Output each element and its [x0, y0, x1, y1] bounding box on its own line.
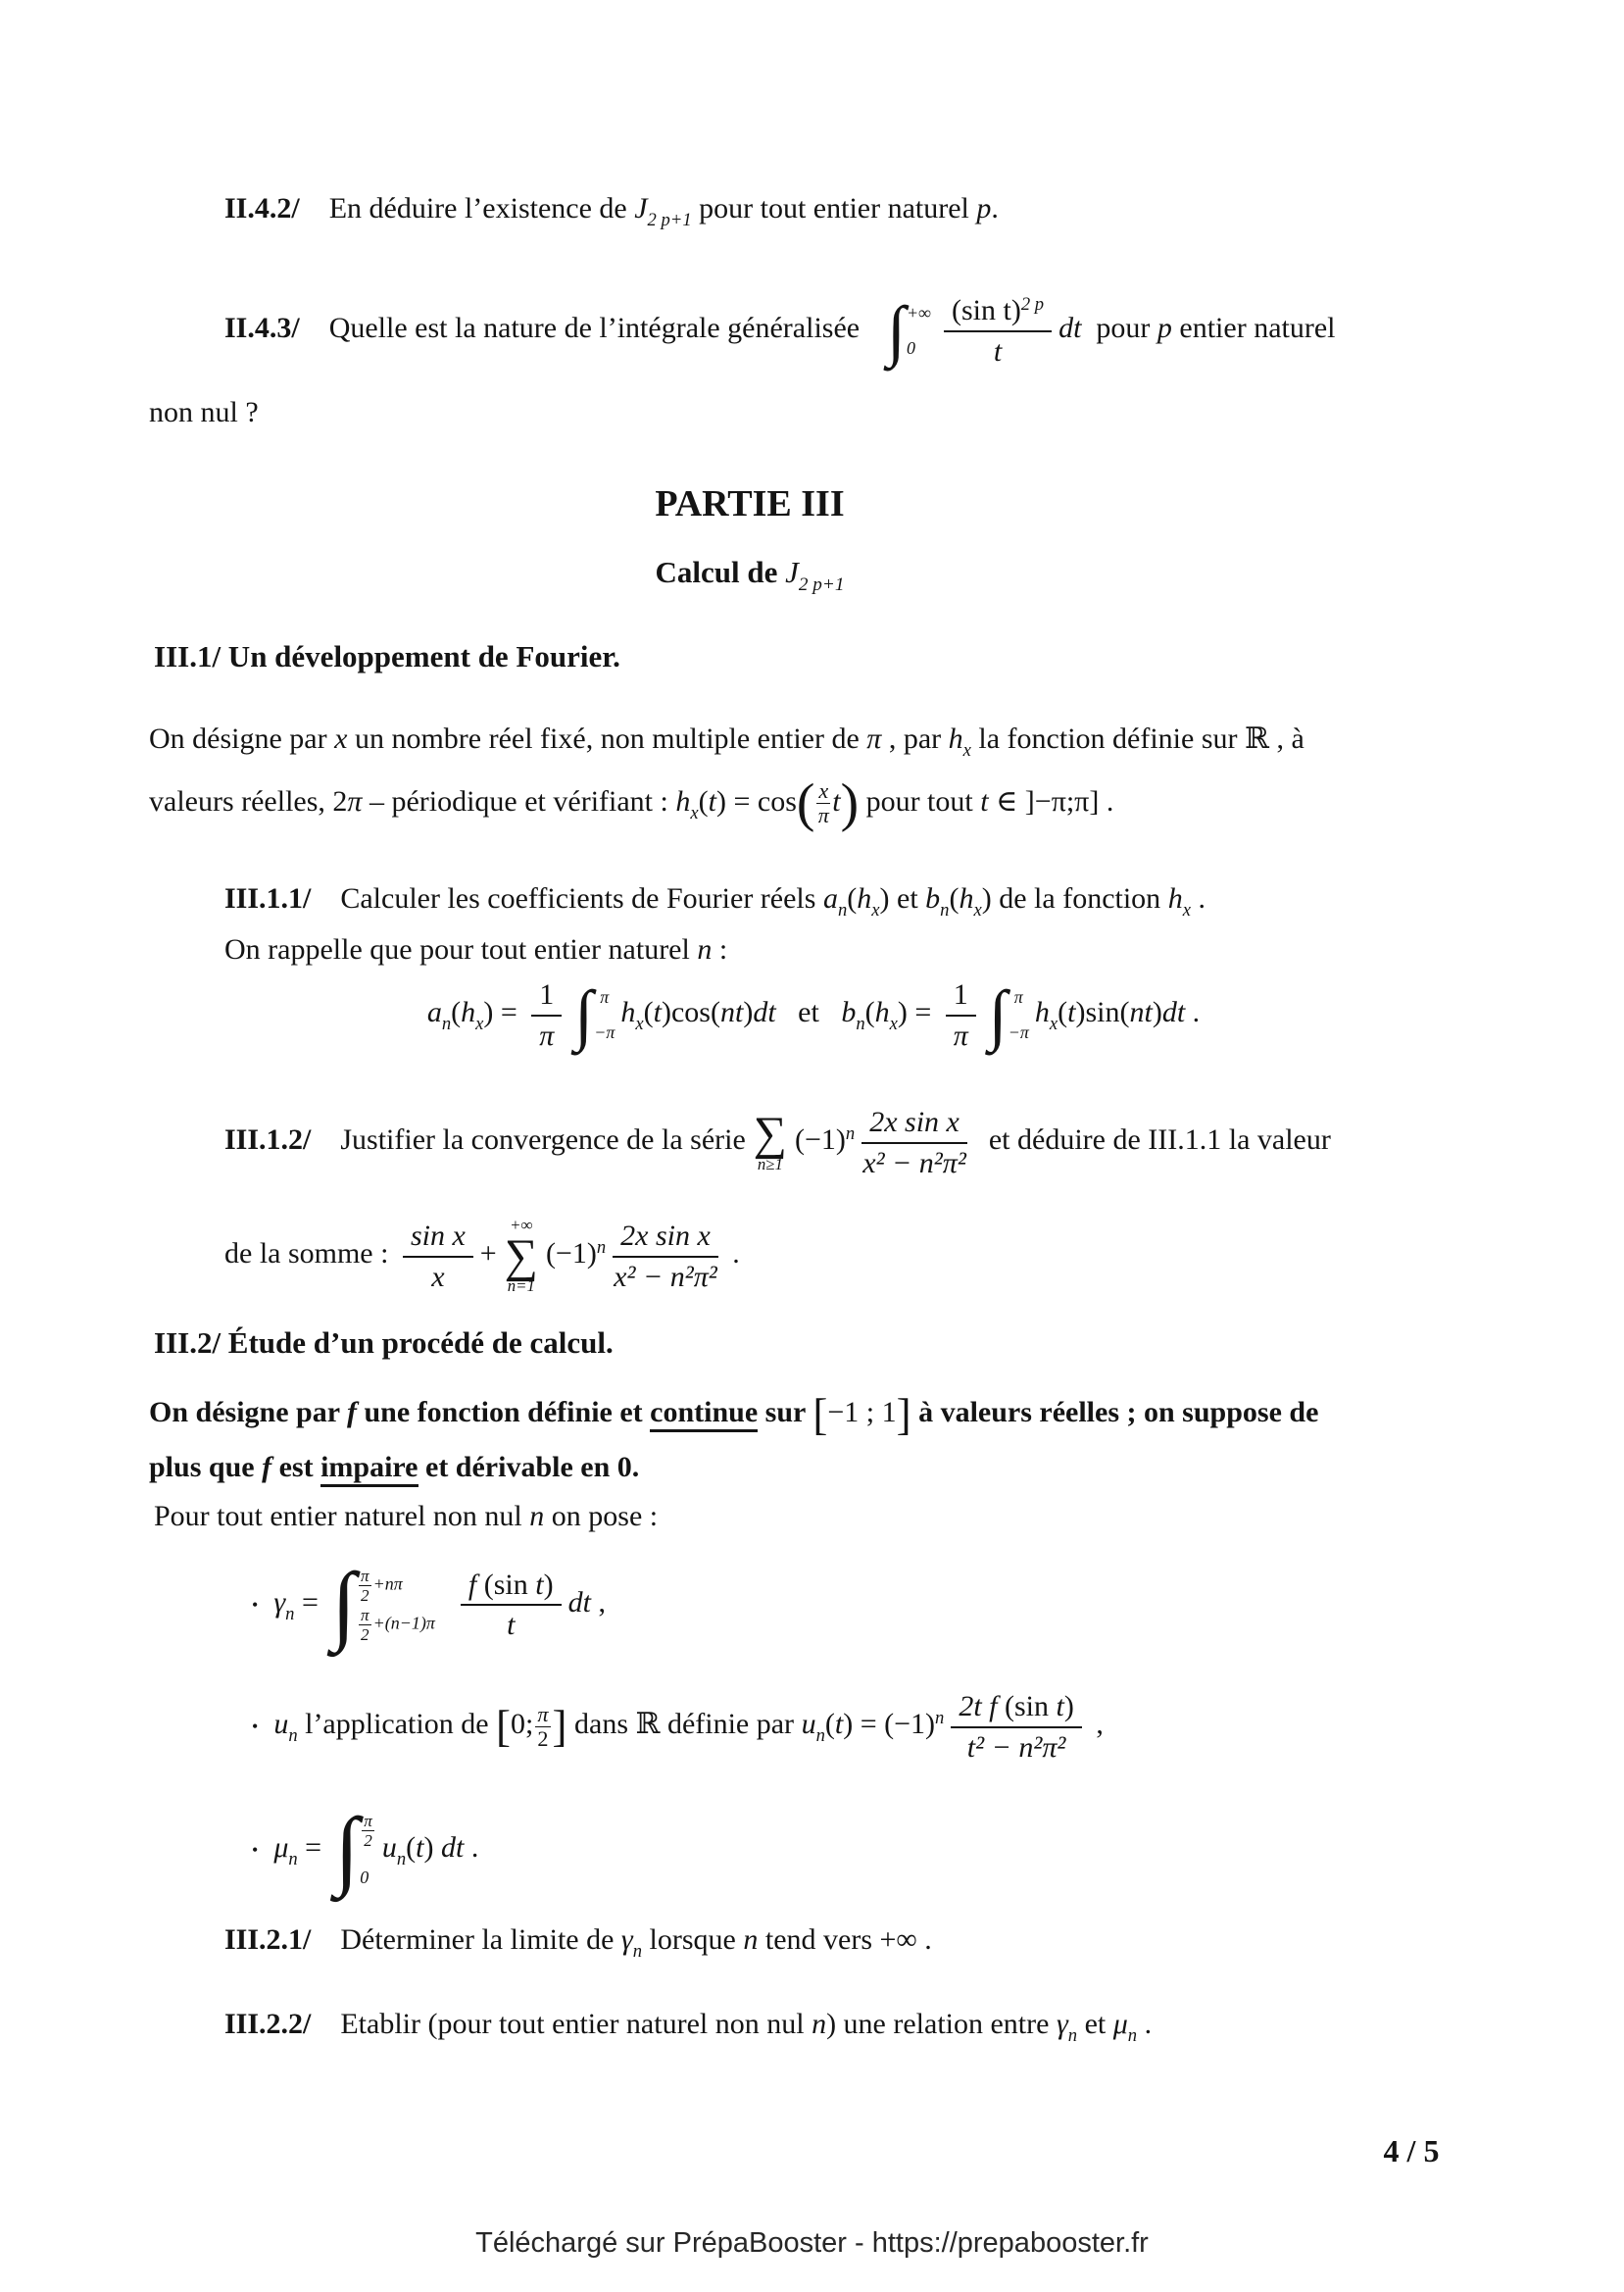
- fraction-denominator: t² − n²π²: [966, 1730, 1066, 1764]
- math-period: .: [464, 1831, 479, 1865]
- math-t-symbol: t: [1056, 1690, 1064, 1722]
- math-cos-text: )cos(: [661, 996, 720, 1029]
- limit-text: +(n−1)π: [372, 1613, 435, 1633]
- math-f-symbol: f: [468, 1568, 477, 1601]
- math-J-subscript: 2 p+1: [647, 209, 692, 230]
- body-text: On désigne par: [149, 722, 335, 755]
- sum-lower-limit: n≥1: [757, 1154, 783, 1173]
- separator-text: [819, 996, 842, 1028]
- page-number: [1353, 2133, 1470, 2169]
- math-n-symbol: n: [743, 1923, 759, 1956]
- fraction-text: (sin: [476, 1568, 536, 1601]
- question-text: .: [1190, 882, 1206, 915]
- section-III-1-heading: [154, 639, 620, 674]
- math-sum: [753, 1108, 788, 1173]
- math-b-symbol: b: [841, 996, 857, 1029]
- body-text: – périodique et vérifiant :: [362, 784, 676, 818]
- body-text: un nombre réel fixé, non multiple entier de: [347, 722, 867, 755]
- question-text: non nul ?: [149, 396, 259, 428]
- footer-credit-text: Téléchargé sur PrépaBooster - https://prepabooster.fr: [475, 2227, 1149, 2259]
- paragraph-III-1-line2: [149, 772, 1114, 833]
- sum-icon: ∑: [753, 1108, 788, 1161]
- question-label: III.1.1/: [224, 882, 312, 915]
- question-III-1-1-line2: [224, 933, 727, 967]
- math-h-subscript: x: [962, 739, 971, 761]
- question-label: III.2.2/: [224, 2008, 312, 2040]
- sum-icon: ∑: [504, 1229, 538, 1282]
- fraction-denominator: 2: [361, 1624, 369, 1644]
- math-dt: dt: [567, 1586, 591, 1619]
- question-text: de la somme :: [224, 1237, 396, 1271]
- section-heading-text: III.1/ Un développement de Fourier.: [154, 639, 620, 673]
- close-paren-icon: ): [840, 772, 860, 833]
- math-n-symbol: n: [529, 1500, 545, 1532]
- math-gamma-symbol: γ: [273, 1586, 286, 1619]
- body-text: une fonction définie et: [357, 1396, 651, 1428]
- math-comma: ,: [1088, 1708, 1104, 1741]
- math-small-fraction: [816, 780, 830, 826]
- fraction-denominator: t: [507, 1609, 516, 1642]
- math-h-subscript: x: [475, 1014, 484, 1035]
- question-label: II.4.3/: [224, 312, 300, 345]
- fraction-numerator: [461, 1569, 562, 1607]
- fraction-denominator: 2: [364, 1831, 372, 1851]
- math-2tf-symbol: 2t f: [959, 1690, 998, 1722]
- question-label: III.1.2/: [224, 1123, 312, 1157]
- bullet-icon: •: [252, 1594, 259, 1615]
- question-text: pour tout entier naturel: [691, 192, 977, 224]
- math-sin-text: )sin(: [1075, 996, 1130, 1029]
- fraction-text: ): [1063, 1690, 1074, 1722]
- math-paren: ): [483, 996, 494, 1029]
- fraction-text: ): [543, 1568, 554, 1601]
- question-text: .: [991, 192, 999, 224]
- underlined-word: continue: [650, 1396, 758, 1432]
- separator-text: [974, 1123, 989, 1156]
- math-mu-symbol: μ: [273, 1831, 289, 1865]
- math-dt: dt: [753, 996, 776, 1029]
- question-text: de la fonction: [991, 882, 1168, 915]
- question-text: pour: [1096, 312, 1157, 345]
- math-h-subscript: x: [889, 1014, 898, 1035]
- subtitle-text: Calcul de: [655, 555, 786, 589]
- math-sum: [505, 1218, 538, 1295]
- math-comma: ,: [590, 1586, 606, 1619]
- math-nt-symbol: nt: [1129, 996, 1153, 1029]
- math-u-subscript: n: [396, 1849, 407, 1870]
- body-text: dans: [566, 1708, 636, 1741]
- question-text: et: [1077, 2008, 1113, 2040]
- definition-gamma-n: [252, 1556, 606, 1653]
- body-text: est: [271, 1451, 321, 1483]
- math-paren: ): [1152, 996, 1162, 1029]
- fraction-numerator: π: [364, 1812, 372, 1830]
- question-text: et déduire de III.1.1 la valeur: [988, 1123, 1331, 1157]
- fraction-numerator: [951, 1690, 1082, 1728]
- fraction-numerator: [944, 294, 1052, 332]
- integral-lower-limit: 0: [360, 1867, 369, 1887]
- math-integral: [331, 1556, 435, 1653]
- math-small-fraction: [535, 1701, 550, 1752]
- math-period: .: [724, 1237, 740, 1271]
- math-mu-symbol: μ: [1112, 2008, 1128, 2040]
- math-fraction: [946, 978, 976, 1052]
- math-u-symbol: u: [381, 1831, 397, 1865]
- body-text: ∈ ]−π;π] .: [988, 784, 1114, 818]
- question-text: ) une relation entre: [826, 2008, 1057, 2040]
- fraction-denominator: π: [539, 1019, 555, 1052]
- footer-credit: [0, 2227, 1624, 2260]
- math-f-symbol: f: [262, 1451, 272, 1483]
- section-III-2-heading: [154, 1325, 614, 1361]
- math-h-subscript: x: [871, 899, 880, 921]
- math-n-symbol: n: [812, 2008, 827, 2040]
- sum-upper-limit: +∞: [510, 1216, 533, 1234]
- paragraph-III-2-line2: [149, 1451, 639, 1484]
- open-paren-icon: (: [796, 772, 815, 833]
- math-equals: =: [493, 996, 525, 1029]
- math-R-symbol: ℝ: [635, 1708, 661, 1741]
- fraction-denominator: t: [993, 334, 1003, 368]
- underlined-word: impaire: [320, 1451, 418, 1487]
- math-pow-base: ) = (−1): [843, 1708, 936, 1741]
- math-gamma-symbol: γ: [1056, 2008, 1068, 2040]
- fraction-text: (sin: [997, 1690, 1057, 1722]
- math-small-fraction: [359, 1568, 371, 1604]
- question-text: entier naturel: [1171, 312, 1336, 345]
- question-label: III.2.1/: [224, 1923, 312, 1956]
- close-bracket-icon: ]: [552, 1702, 567, 1752]
- math-paren: ): [423, 1831, 434, 1865]
- close-bracket-icon: ]: [896, 1390, 911, 1440]
- math-interval-start: 0;: [511, 1708, 534, 1741]
- math-t-symbol: t: [708, 784, 716, 818]
- section-heading-text: III.2/ Étude d’un procédé de calcul.: [154, 1325, 614, 1360]
- math-t-symbol: t: [416, 1831, 424, 1865]
- math-nt-symbol: nt: [719, 996, 744, 1029]
- question-text: Déterminer la limite de: [340, 1923, 621, 1956]
- math-b-subscript: n: [856, 1014, 865, 1035]
- integral-lower-limit: 0: [907, 338, 915, 359]
- math-paren: (: [847, 882, 858, 915]
- math-paren: ): [879, 882, 890, 915]
- part-subtitle: [147, 555, 1353, 596]
- math-a-symbol: a: [822, 882, 838, 915]
- math-h-symbol: h: [461, 996, 476, 1029]
- fraction-numerator: 1: [946, 978, 976, 1017]
- question-text: On rappelle que pour tout entier naturel: [224, 933, 698, 966]
- math-equals: =: [297, 1831, 329, 1865]
- math-h-symbol: h: [948, 722, 963, 755]
- body-text: Pour tout entier naturel non nul: [154, 1500, 530, 1532]
- math-a-subscript: n: [837, 899, 848, 921]
- math-fraction: [861, 1106, 967, 1179]
- math-fraction: [403, 1220, 473, 1293]
- math-u-symbol: u: [273, 1708, 289, 1741]
- question-II-4-2: [224, 192, 999, 231]
- page-number-text: 4 / 5: [1383, 2133, 1440, 2168]
- math-period: .: [1185, 996, 1201, 1029]
- fraction-numerator: 2x sin x: [861, 1106, 967, 1144]
- question-III-1-2-line2: [224, 1218, 740, 1295]
- math-R-symbol: ℝ: [1245, 722, 1269, 755]
- question-text: [1081, 312, 1096, 344]
- question-III-2-1: [224, 1923, 932, 1963]
- math-integral: [887, 292, 931, 368]
- bullet-icon: •: [252, 1717, 259, 1737]
- math-paren: (: [824, 1708, 835, 1741]
- math-paren: ): [897, 996, 908, 1029]
- math-h-symbol: h: [857, 882, 872, 915]
- math-pow-exponent: n: [845, 1123, 856, 1145]
- math-fraction: [531, 978, 562, 1052]
- body-text: , par: [881, 722, 949, 755]
- math-h-symbol: h: [1167, 882, 1183, 915]
- part-title: [147, 482, 1353, 525]
- body-text: plus que: [149, 1451, 263, 1483]
- integral-limits: [1009, 984, 1029, 1046]
- math-t-symbol: t: [535, 1568, 544, 1601]
- body-text: la fonction définie sur: [970, 722, 1245, 755]
- math-dt: dt: [433, 1831, 465, 1865]
- fraction-denominator: x² − n²π²: [862, 1146, 966, 1179]
- math-f-symbol: f: [347, 1396, 357, 1428]
- fraction-denominator: 2: [361, 1586, 369, 1606]
- math-J-symbol: J: [634, 192, 648, 224]
- math-pi-symbol: π: [347, 784, 363, 818]
- body-text: On désigne par: [149, 1396, 347, 1428]
- question-text: Quelle est la nature de l’intégrale généralisée: [328, 312, 861, 345]
- math-a-subscript: n: [441, 1014, 452, 1035]
- math-paren: ): [981, 882, 992, 915]
- fraction-denominator: 2: [537, 1726, 549, 1752]
- fraction-numerator: 1: [531, 978, 562, 1017]
- integral-upper-limit: [360, 1813, 376, 1849]
- integral-icon: ∫: [574, 976, 594, 1052]
- math-interval: −1 ; 1: [827, 1396, 897, 1428]
- math-integral: [988, 976, 1029, 1052]
- math-h-symbol: h: [620, 996, 636, 1029]
- question-text: Etablir (pour tout entier naturel non nul: [340, 2008, 812, 2040]
- math-plus: +: [479, 1237, 497, 1271]
- body-text: pour tout: [859, 784, 981, 818]
- integral-icon: ∫: [331, 1556, 357, 1653]
- math-h-symbol: h: [1034, 996, 1050, 1029]
- open-bracket-icon: [: [812, 1390, 828, 1440]
- fraction-numerator: π: [361, 1567, 369, 1585]
- fraction-numerator: π: [537, 1701, 549, 1726]
- math-equals: =: [294, 1586, 326, 1619]
- math-t-symbol: t: [1067, 996, 1076, 1029]
- math-pow-exponent: n: [935, 1708, 945, 1729]
- math-small-fraction: [359, 1607, 371, 1643]
- separator-text: [776, 996, 799, 1028]
- math-pow-base: (−1): [545, 1237, 597, 1271]
- body-text: sur: [758, 1396, 813, 1428]
- integral-upper-limit: π: [1013, 986, 1023, 1007]
- question-text: En déduire l’existence de: [328, 192, 635, 224]
- body-text: définie par: [660, 1708, 802, 1741]
- math-paren: ): [715, 784, 726, 818]
- question-text: :: [712, 933, 728, 966]
- integral-lower-limit: −π: [594, 1022, 615, 1043]
- math-a-symbol: a: [426, 996, 442, 1029]
- math-pi-symbol: π: [866, 722, 882, 755]
- math-paren: (: [451, 996, 462, 1029]
- body-text: , à: [1268, 722, 1304, 755]
- paragraph-III-2-line1: [149, 1390, 1319, 1440]
- question-text: Calculer les coefficients de Fourier réels: [340, 882, 823, 915]
- math-fraction: [951, 1690, 1082, 1764]
- math-h-subscript: x: [973, 899, 982, 921]
- math-u-subscript: n: [815, 1725, 825, 1747]
- question-III-1-2: [224, 1106, 1331, 1179]
- question-text: et: [889, 882, 926, 915]
- math-h-subscript: x: [690, 802, 699, 823]
- math-b-subscript: n: [940, 899, 950, 921]
- open-bracket-icon: [: [496, 1702, 512, 1752]
- math-J-subscript: 2 p+1: [798, 574, 845, 596]
- math-equals-cos: = cos: [725, 784, 797, 818]
- question-label: II.4.2/: [224, 192, 300, 224]
- integral-limits: [360, 1810, 376, 1891]
- math-u-symbol: u: [801, 1708, 816, 1741]
- math-h-subscript: x: [635, 1014, 644, 1035]
- limit-text: +nπ: [372, 1573, 403, 1594]
- body-text: on pose :: [544, 1500, 659, 1532]
- question-text: .: [1137, 2008, 1153, 2040]
- fraction-denominator: x: [431, 1260, 445, 1293]
- math-pow-base: (−1): [795, 1123, 846, 1157]
- math-t-symbol: t: [832, 784, 841, 818]
- integral-lower-limit: −π: [1008, 1022, 1029, 1043]
- question-III-1-1: [224, 882, 1206, 922]
- question-text: lorsque: [642, 1923, 744, 1956]
- math-paren: (: [1058, 996, 1068, 1029]
- et-text: et: [798, 996, 819, 1029]
- math-p-symbol: p: [1156, 312, 1172, 345]
- math-pow-exponent: n: [596, 1237, 607, 1259]
- fraction-denominator: x² − n²π²: [614, 1260, 717, 1293]
- sum-lower-limit: n=1: [507, 1276, 535, 1296]
- question-text: tend vers +∞ .: [758, 1923, 932, 1956]
- integral-upper-limit: π: [600, 986, 610, 1007]
- math-t-symbol: t: [653, 996, 662, 1029]
- fraction-denominator: π: [953, 1019, 968, 1052]
- math-fraction: [944, 294, 1052, 368]
- math-t-symbol: t: [980, 784, 989, 818]
- math-h-subscript: x: [1049, 1014, 1058, 1035]
- math-small-fraction: [362, 1813, 374, 1849]
- integral-lower-limit: [357, 1607, 435, 1643]
- integral-icon: ∫: [988, 976, 1008, 1052]
- integral-limits: [594, 984, 615, 1046]
- math-integral: [334, 1801, 376, 1898]
- math-p-symbol: p: [976, 192, 992, 224]
- math-dt: dt: [1058, 312, 1082, 345]
- integral-limits: [357, 1565, 435, 1646]
- math-dt: dt: [1161, 996, 1186, 1029]
- math-paren: (: [643, 996, 654, 1029]
- question-II-4-3: [224, 294, 1336, 368]
- math-mu-subscript: n: [288, 1849, 298, 1870]
- math-J-symbol: J: [785, 555, 799, 589]
- math-paren: (: [698, 784, 709, 818]
- math-gamma-subscript: n: [632, 1940, 643, 1962]
- question-III-2-2: [224, 2008, 1152, 2047]
- math-n-symbol: n: [697, 933, 713, 966]
- definition-u-n: [252, 1690, 1104, 1764]
- math-b-symbol: b: [925, 882, 941, 915]
- part-title-text: PARTIE III: [655, 483, 845, 524]
- integral-icon: ∫: [334, 1801, 360, 1898]
- fraction-numerator-base: (sin t): [951, 294, 1021, 326]
- math-equals: =: [907, 996, 939, 1029]
- math-u-subscript: n: [288, 1725, 298, 1747]
- math-gamma-symbol: γ: [620, 1923, 633, 1956]
- math-t-symbol: t: [834, 1708, 844, 1741]
- math-paren: (: [864, 996, 875, 1029]
- question-text: Justifier la convergence de la série: [340, 1123, 746, 1157]
- math-paren: ): [743, 996, 754, 1029]
- math-integral: [574, 976, 615, 1052]
- body-text: à valeurs réelles ; on suppose de: [910, 1396, 1319, 1428]
- fourier-coefficient-formula: [147, 978, 1480, 1052]
- math-h-symbol: h: [959, 882, 974, 915]
- fraction-exponent: 2 p: [1020, 293, 1045, 315]
- body-text: et dérivable en 0.: [418, 1451, 640, 1483]
- math-x-symbol: x: [334, 722, 348, 755]
- body-text: l’application de: [297, 1708, 497, 1741]
- fraction-numerator: 2x sin x: [613, 1220, 718, 1258]
- integral-upper-limit: [357, 1568, 435, 1604]
- fraction-numerator: x: [818, 778, 829, 803]
- fraction-numerator: π: [361, 1605, 369, 1624]
- bullet-icon: •: [252, 1839, 259, 1860]
- definition-mu-n: [252, 1801, 479, 1898]
- math-paren: (: [406, 1831, 417, 1865]
- question-II-4-3-line2: [149, 396, 259, 429]
- body-text: valeurs réelles, 2: [149, 784, 348, 818]
- integral-icon: ∫: [887, 292, 906, 368]
- math-mu-subscript: n: [1127, 2024, 1138, 2046]
- fraction-numerator: sin x: [403, 1220, 473, 1258]
- math-gamma-subscript: n: [1067, 2024, 1078, 2046]
- math-h-symbol: h: [675, 784, 691, 818]
- math-h-symbol: h: [874, 996, 890, 1029]
- math-fraction: [613, 1220, 718, 1293]
- integral-upper-limit: +∞: [907, 302, 931, 323]
- paragraph-III-1-line1: [149, 722, 1304, 762]
- math-paren: (: [949, 882, 960, 915]
- fraction-denominator: π: [817, 803, 829, 828]
- paragraph-III-2-line3: [154, 1500, 658, 1533]
- math-gamma-subscript: n: [285, 1604, 295, 1625]
- integral-limits: [907, 300, 931, 362]
- math-fraction: [461, 1569, 562, 1642]
- math-h-subscript: x: [1182, 899, 1191, 921]
